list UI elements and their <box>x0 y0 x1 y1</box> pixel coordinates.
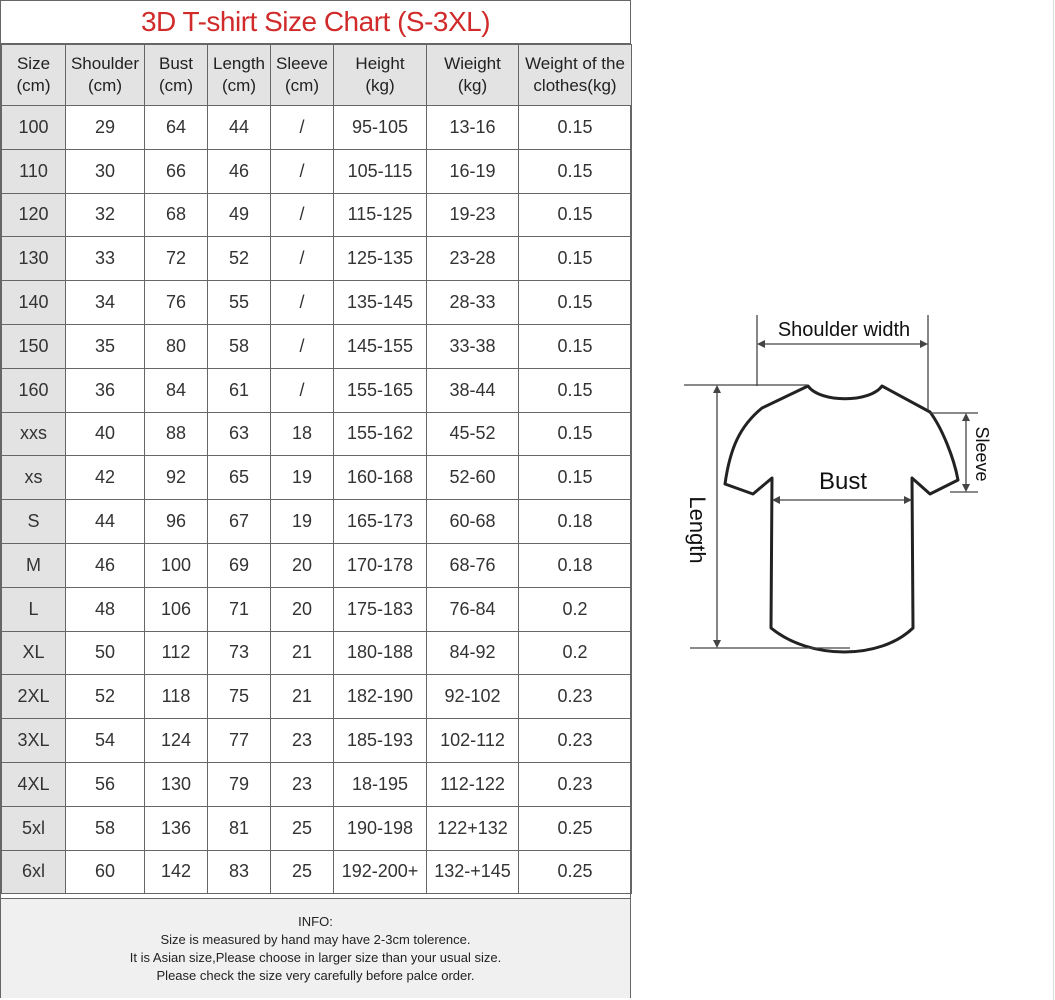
table-cell: 182-190 <box>334 675 427 719</box>
bust-label: Bust <box>818 468 868 495</box>
table-cell: 0.15 <box>519 368 632 412</box>
table-row <box>2 281 632 325</box>
table-cell: 33 <box>66 237 145 281</box>
table-cell: 67 <box>208 500 271 544</box>
shoulder-arrow-left-head <box>757 340 765 348</box>
table-cell: 0.23 <box>519 719 632 763</box>
table-cell: 25 <box>271 806 334 850</box>
table-cell: 56 <box>66 762 145 806</box>
table-cell: 68 <box>145 193 208 237</box>
column-header <box>145 45 208 106</box>
column-header-line: Sleeve <box>276 54 328 73</box>
column-header-line: Bust <box>158 54 194 73</box>
column-header <box>208 45 271 106</box>
table-cell: 92-102 <box>427 675 519 719</box>
table-row <box>2 543 632 587</box>
size-cell: 3XL <box>2 719 66 763</box>
table-cell: 84-92 <box>427 631 519 675</box>
table-cell: 83 <box>208 850 271 894</box>
table-cell: 92 <box>145 456 208 500</box>
table-cell: 77 <box>208 719 271 763</box>
table-cell: 33-38 <box>427 324 519 368</box>
size-cell: L <box>2 587 66 631</box>
table-cell: 40 <box>66 412 145 456</box>
table-cell: 192-200+ <box>334 850 427 894</box>
table-cell: 180-188 <box>334 631 427 675</box>
column-header-line: Height <box>355 54 405 73</box>
table-cell: 170-178 <box>334 543 427 587</box>
column-header-line: (cm) <box>222 76 256 95</box>
table-cell: 23-28 <box>427 237 519 281</box>
info-line-3: Please check the size very carefully before palce order. <box>156 968 475 983</box>
column-header <box>2 45 66 106</box>
table-cell: 0.18 <box>519 500 632 544</box>
size-cell: M <box>2 543 66 587</box>
table-row <box>2 193 632 237</box>
table-body <box>2 106 632 894</box>
table-row <box>2 631 632 675</box>
size-cell: 2XL <box>2 675 66 719</box>
table-cell: 122+132 <box>427 806 519 850</box>
table-cell: 60-68 <box>427 500 519 544</box>
table-cell: 36 <box>66 368 145 412</box>
table-cell: 80 <box>145 324 208 368</box>
sleeve-arrow-top-head <box>962 413 970 421</box>
table-cell: 19 <box>271 500 334 544</box>
column-header-line: Shoulder <box>70 54 140 73</box>
tshirt-outline <box>725 386 958 652</box>
table-cell: 20 <box>271 587 334 631</box>
table-cell: 160-168 <box>334 456 427 500</box>
table-cell: / <box>271 368 334 412</box>
size-cell: 110 <box>2 149 66 193</box>
size-cell: 150 <box>2 324 66 368</box>
table-cell: 23 <box>271 719 334 763</box>
chart-title: 3D T-shirt Size Chart (S-3XL) <box>1 1 630 44</box>
table-cell: 50 <box>66 631 145 675</box>
table-cell: 115-125 <box>334 193 427 237</box>
shoulder-arrow-right-head <box>920 340 928 348</box>
table-row <box>2 149 632 193</box>
table-cell: 61 <box>208 368 271 412</box>
table-cell: 136 <box>145 806 208 850</box>
table-cell: 175-183 <box>334 587 427 631</box>
table-row <box>2 106 632 150</box>
column-header-line: Size <box>16 54 51 73</box>
table-row <box>2 587 632 631</box>
table-cell: 112-122 <box>427 762 519 806</box>
column-header-line: (kg) <box>457 76 488 95</box>
column-header-line: (cm) <box>88 76 122 95</box>
length-label: Length <box>685 496 710 564</box>
table-cell: 44 <box>66 500 145 544</box>
table-cell: 58 <box>208 324 271 368</box>
table-row <box>2 850 632 894</box>
table-row <box>2 456 632 500</box>
table-cell: 32 <box>66 193 145 237</box>
table-cell: 16-19 <box>427 149 519 193</box>
table-row <box>2 500 632 544</box>
table-cell: 124 <box>145 719 208 763</box>
table-cell: 0.23 <box>519 762 632 806</box>
table-cell: 65 <box>208 456 271 500</box>
column-header-line: (cm) <box>159 76 193 95</box>
sleeve-arrow-bottom-head <box>962 484 970 492</box>
size-cell: 120 <box>2 193 66 237</box>
table-cell: 19 <box>271 456 334 500</box>
size-cell: 100 <box>2 106 66 150</box>
column-header-line: (cm) <box>285 76 319 95</box>
column-header <box>519 45 632 106</box>
table-cell: 55 <box>208 281 271 325</box>
table-cell: 185-193 <box>334 719 427 763</box>
table-cell: 0.25 <box>519 850 632 894</box>
table-cell: 125-135 <box>334 237 427 281</box>
info-line-1: Size is measured by hand may have 2-3cm tolerence. <box>160 932 471 947</box>
table-cell: 0.15 <box>519 324 632 368</box>
table-cell: / <box>271 237 334 281</box>
column-header-line: Weight of the <box>525 54 625 73</box>
table-cell: 42 <box>66 456 145 500</box>
column-header <box>334 45 427 106</box>
table-cell: 105-115 <box>334 149 427 193</box>
table-cell: 190-198 <box>334 806 427 850</box>
table-cell: 28-33 <box>427 281 519 325</box>
table-cell: 0.2 <box>519 587 632 631</box>
length-arrow-top-head <box>713 385 721 393</box>
table-cell: 165-173 <box>334 500 427 544</box>
table-row <box>2 412 632 456</box>
table-cell: 0.15 <box>519 149 632 193</box>
table-cell: 76 <box>145 281 208 325</box>
table-cell: 25 <box>271 850 334 894</box>
size-cell: xs <box>2 456 66 500</box>
table-cell: 0.15 <box>519 456 632 500</box>
column-header-line: (cm) <box>16 76 51 95</box>
table-cell: 130 <box>145 762 208 806</box>
size-cell: 6xl <box>2 850 66 894</box>
table-cell: 13-16 <box>427 106 519 150</box>
table-cell: 38-44 <box>427 368 519 412</box>
table-cell: 132-+145 <box>427 850 519 894</box>
table-cell: 20 <box>271 543 334 587</box>
table-cell: 106 <box>145 587 208 631</box>
table-cell: 19-23 <box>427 193 519 237</box>
table-cell: / <box>271 324 334 368</box>
shoulder-label: Shoulder width <box>777 319 911 341</box>
table-cell: 79 <box>208 762 271 806</box>
table-cell: 0.15 <box>519 412 632 456</box>
table-cell: 60 <box>66 850 145 894</box>
table-cell: 75 <box>208 675 271 719</box>
table-cell: 71 <box>208 587 271 631</box>
size-cell: 160 <box>2 368 66 412</box>
table-cell: 145-155 <box>334 324 427 368</box>
table-cell: 52-60 <box>427 456 519 500</box>
table-header-row <box>2 45 632 106</box>
column-header-line: clothes(kg) <box>533 76 617 95</box>
table-cell: 72 <box>145 237 208 281</box>
table-cell: 0.18 <box>519 543 632 587</box>
column-header <box>271 45 334 106</box>
table-cell: 142 <box>145 850 208 894</box>
table-row <box>2 237 632 281</box>
table-cell: / <box>271 193 334 237</box>
table-cell: / <box>271 106 334 150</box>
table-cell: 23 <box>271 762 334 806</box>
size-cell: xxs <box>2 412 66 456</box>
table-cell: 52 <box>66 675 145 719</box>
length-arrow-bottom-head <box>713 640 721 648</box>
info-line-2: It is Asian size,Please choose in larger size than your usual size. <box>129 950 502 965</box>
table-cell: / <box>271 149 334 193</box>
table-cell: 18 <box>271 412 334 456</box>
table-cell: 88 <box>145 412 208 456</box>
table-cell: 100 <box>145 543 208 587</box>
table-cell: 29 <box>66 106 145 150</box>
table-cell: 54 <box>66 719 145 763</box>
table-cell: 45-52 <box>427 412 519 456</box>
table-cell: 58 <box>66 806 145 850</box>
table-row <box>2 324 632 368</box>
table-cell: 64 <box>145 106 208 150</box>
table-cell: / <box>271 281 334 325</box>
table-cell: 18-195 <box>334 762 427 806</box>
table-cell: 49 <box>208 193 271 237</box>
info-box <box>1 898 630 998</box>
table-cell: 155-162 <box>334 412 427 456</box>
table-cell: 96 <box>145 500 208 544</box>
table-cell: 112 <box>145 631 208 675</box>
table-row <box>2 762 632 806</box>
table-row <box>2 368 632 412</box>
size-cell: 130 <box>2 237 66 281</box>
table-cell: 21 <box>271 675 334 719</box>
size-cell: S <box>2 500 66 544</box>
table-cell: 30 <box>66 149 145 193</box>
table-cell: 34 <box>66 281 145 325</box>
size-cell: 140 <box>2 281 66 325</box>
table-cell: 0.15 <box>519 237 632 281</box>
info-heading: INFO: <box>298 914 333 929</box>
size-table <box>1 44 632 894</box>
column-header <box>66 45 145 106</box>
table-row <box>2 675 632 719</box>
table-cell: 48 <box>66 587 145 631</box>
table-cell: 95-105 <box>334 106 427 150</box>
table-cell: 46 <box>208 149 271 193</box>
size-cell: XL <box>2 631 66 675</box>
table-cell: 0.15 <box>519 281 632 325</box>
table-cell: 118 <box>145 675 208 719</box>
table-cell: 155-165 <box>334 368 427 412</box>
tshirt-diagram <box>680 308 1010 668</box>
column-header-line: Wieight <box>444 54 501 73</box>
column-header-line: (kg) <box>365 76 395 95</box>
table-row <box>2 719 632 763</box>
table-cell: 135-145 <box>334 281 427 325</box>
table-cell: 102-112 <box>427 719 519 763</box>
table-cell: 73 <box>208 631 271 675</box>
table-cell: 44 <box>208 106 271 150</box>
table-cell: 46 <box>66 543 145 587</box>
table-cell: 0.15 <box>519 193 632 237</box>
table-cell: 81 <box>208 806 271 850</box>
table-cell: 68-76 <box>427 543 519 587</box>
table-row <box>2 806 632 850</box>
table-cell: 35 <box>66 324 145 368</box>
table-cell: 52 <box>208 237 271 281</box>
table-cell: 0.25 <box>519 806 632 850</box>
table-cell: 21 <box>271 631 334 675</box>
size-cell: 4XL <box>2 762 66 806</box>
table-cell: 0.23 <box>519 675 632 719</box>
table-cell: 0.2 <box>519 631 632 675</box>
table-cell: 66 <box>145 149 208 193</box>
size-cell: 5xl <box>2 806 66 850</box>
table-cell: 76-84 <box>427 587 519 631</box>
column-header <box>427 45 519 106</box>
table-cell: 63 <box>208 412 271 456</box>
right-border <box>1053 0 1054 1000</box>
table-cell: 84 <box>145 368 208 412</box>
sleeve-label: Sleeve <box>972 426 992 482</box>
column-header-line: Length <box>213 54 265 73</box>
table-cell: 69 <box>208 543 271 587</box>
table-cell: 0.15 <box>519 106 632 150</box>
